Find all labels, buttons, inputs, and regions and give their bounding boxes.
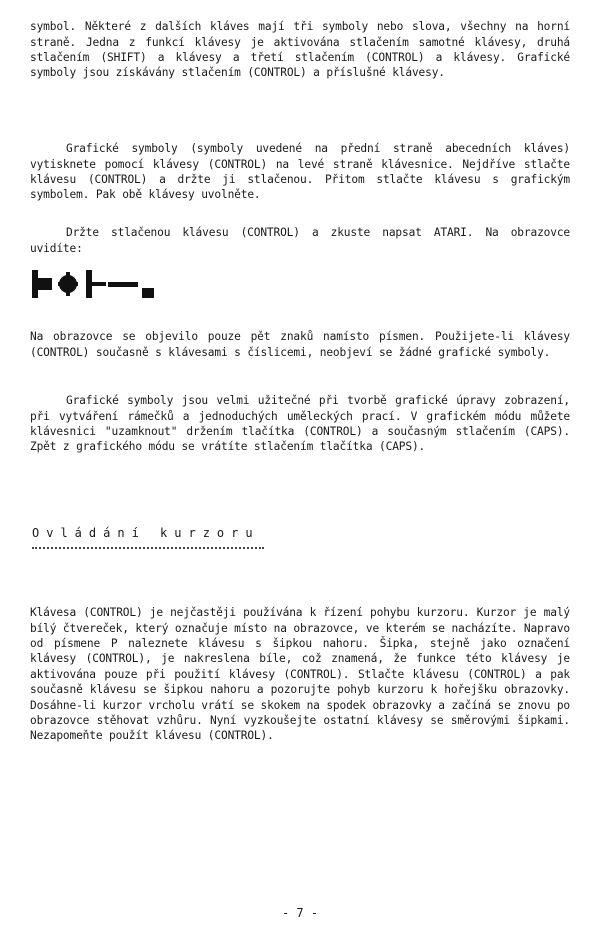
ctrl-A-graphic-icon-2 [86,270,106,298]
ctrl-T-graphic-icon [58,272,78,296]
section-heading: Ovládání kurzoru [32,526,260,540]
paragraph-graphic-mode: Grafické symboly jsou velmi užitečné při tvorbě grafické úpravy zobrazení, při vytváření rámečků a jednoduchých uměleckých prací. V grafickém módu můžete klávesnici "uzamknout" držením tlačítka (CONTROL) a současným stlačením (CAPS). Zpět z grafického módu se vrátíte stlačením tlačítka (CAPS). [30,394,570,454]
ctrl-R-graphic-icon [108,282,138,287]
paragraph-key-functions: symbol. Některé z dalších kláves mají tři symboly nebo slova, všechny na horní straně. Jedna z funkcí klávesy je aktivována stlačením samotné klávesy, druhá stlačením (SHIFT) a klávesy a třetí stlačením (CONTROL) a klávesy. Grafické symboly jsou získávány stlačením (CONTROL) a příslušné klávesy. [30,20,570,80]
paragraph-graphic-symbols: Grafické symboly (symboly uvedené na přední straně abecedních kláves) vytisknete pomocí klávesy (CONTROL) na levé straně klávesnice. Nejdříve stlačte klávesu (CONTROL) a držte ji stlačenou. Přitom stlačte klávesu s grafickým symbolem. Pak obě klávesy uvolněte. [30,142,570,202]
paragraph-five-characters: Na obrazovce se objevilo pouze pět znaků namísto písmen. Použijete-li klávesy (CONTROL) současně s klávesami s číslicemi, neobjeví se žádné grafické symboly. [30,330,570,359]
ctrl-A-graphic-icon [32,270,52,298]
page-number: - 7 - [281,906,319,920]
paragraph-try-atari: Držte stlačenou klávesu (CONTROL) a zkuste napsat ATARI. Na obrazovce uvidíte: [30,226,570,255]
paragraph-cursor-control: Klávesa (CONTROL) je nejčastěji používána k řízení pohybu kurzoru. Kurzor je malý bílý čtvereček, který označuje místo na obrazovce, ve kterém se nacházíte. Napravo od písmene P naleznete klávesu s šipkou nahoru. Šipka, stejně jako označení klávesy (CONTROL), je nakreslena bíle, což znamená, že funkce této klávesy je aktivována pouze při použití klávesy (CONTROL). Stlačte klávesu (CONTROL) a pak současně klávesu se šipkou nahoru a pozorujte pohyb kurzoru k hořejšku obrazovky. Dosáhne-li kurzor vrcholu vrátí se skokem na spodek obrazovky a začíná se znovu po obrazovce stěhovat vzhůru. Nyní vyzkoušejte ostatní klávesy se směrovými šipkami. Nezapomeňte použít klávesu (CONTROL). [30,606,571,743]
atari-graphics-glyphs [32,266,162,302]
heading-underline [32,547,264,549]
ctrl-I-graphic-icon [142,288,154,298]
